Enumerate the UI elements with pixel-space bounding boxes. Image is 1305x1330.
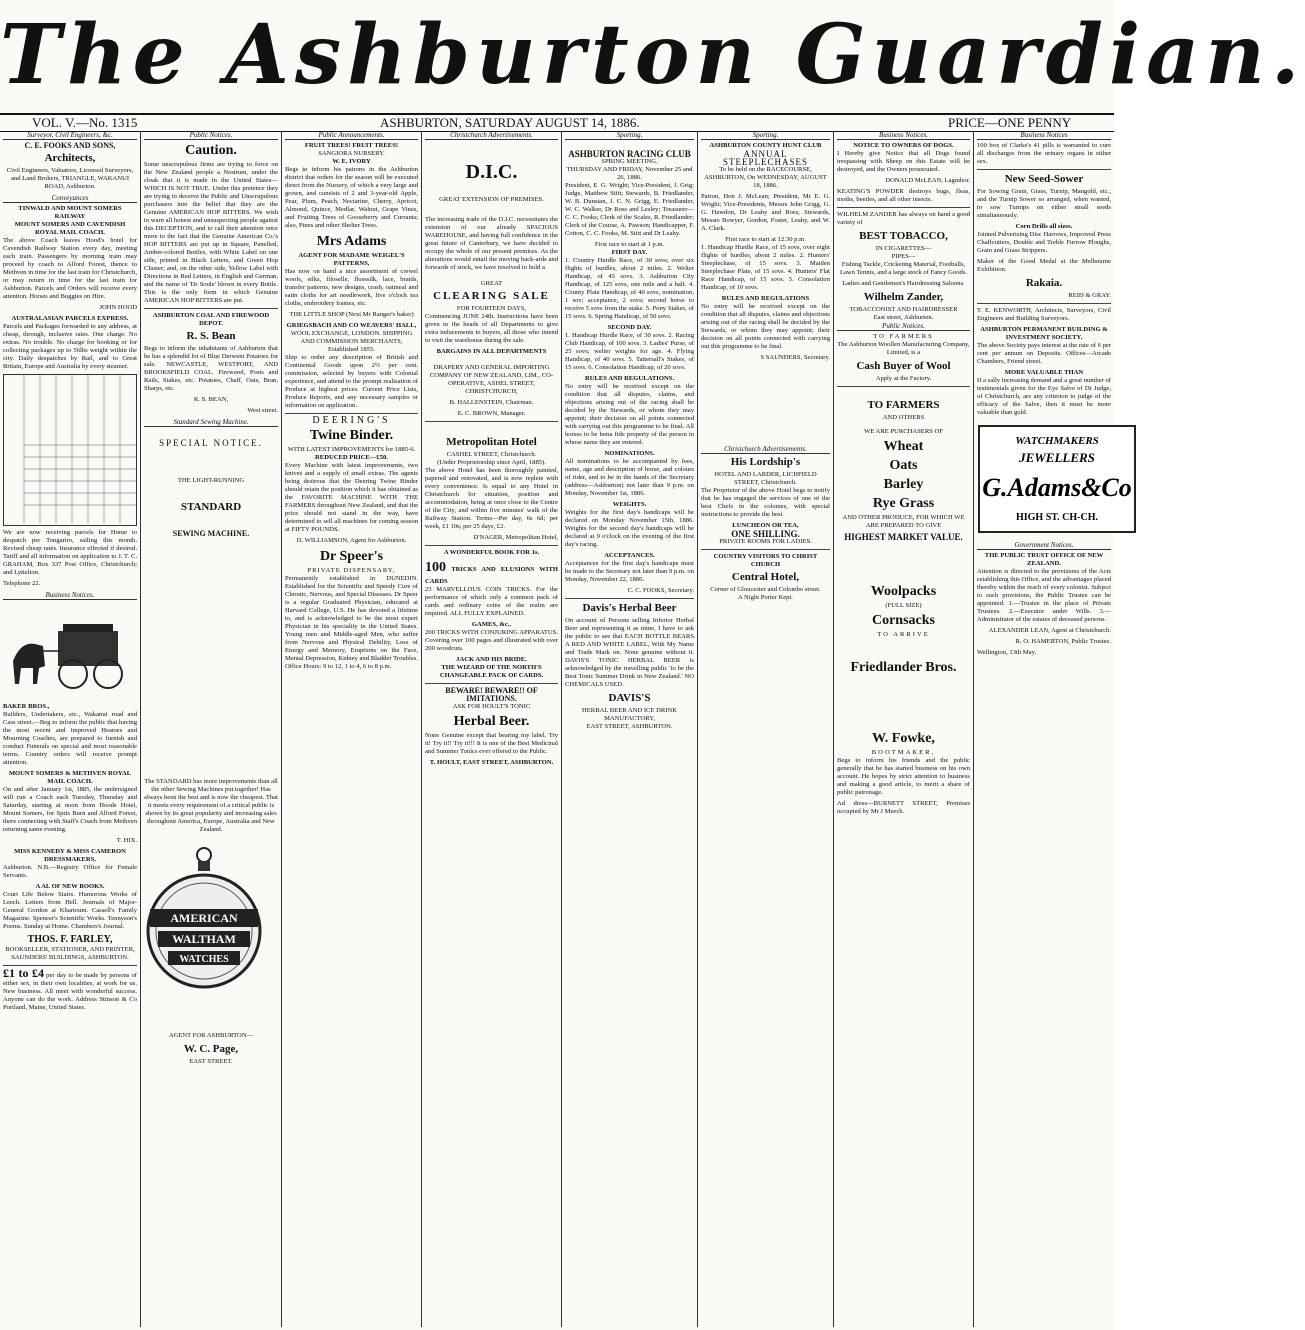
ad-subheading: Established 1855. xyxy=(328,346,375,353)
divider xyxy=(144,308,278,309)
ad-heading: W. Fowke, xyxy=(872,731,935,746)
watch-brand-text: WALTHAM xyxy=(172,932,236,946)
ad-subheading: AGENT FOR ASHBURTON— xyxy=(168,1032,254,1039)
price: PRICE—ONE PENNY xyxy=(948,115,1072,130)
ad-heading: R. S. Bean xyxy=(186,330,236,342)
column-5 xyxy=(562,131,697,1327)
ad-subheading: SPRING MEETING. xyxy=(601,158,658,165)
section-header: Public Notices. xyxy=(144,131,278,140)
ad-subheading: WE ARE PURCHASERS OF xyxy=(864,428,943,435)
ad-heading: Caution. xyxy=(185,143,237,158)
ad-body: The above Society pays interest at the rate of 6 per cent per annum on Deposits. Offices—Arcade Chambers, Friend street. xyxy=(977,342,1111,365)
ad-signature: D. WILLIAMSON, Agent for Ashburton. xyxy=(296,537,407,544)
ad-address: West street. xyxy=(247,407,278,414)
ad-body: I Hereby give Notice that all Dogs found trespassing with Sheep on this Estate will be destroyed, and the Owners prosecuted. xyxy=(837,150,970,173)
ad-subheading: GREAT EXTENSION OF PREMISES. xyxy=(439,196,544,203)
ad-subheading: HERBAL BEER AND ICE DRINK MANUFACTORY, xyxy=(582,707,677,722)
ad-body: Attention is directed to the provisions of the Acts establishing this Office, and the advantages placed thereby within the reach of every colonist. Subject to such provisions, the Public Trustee can be appointed. 1.—Trustee in the place of Private Trustees. 2.—Executor under Wills. 3.—Administrator of the estates of deceased persons. xyxy=(977,568,1111,623)
ad-signature: T. HIX. xyxy=(116,837,137,844)
section-header: Business Notices xyxy=(977,131,1111,140)
divider xyxy=(425,545,558,546)
ad-subheading: TRICKS AND ELUSIONS WITH CARDS xyxy=(425,566,558,585)
ad-heading: Friedlander Bros. xyxy=(850,660,957,675)
ad-body: Parcels and Packages forwarded to any address, at cheap, through, inclusive rates. One charge. No extras. No trouble. No charge for booking or for collecting packages up to 56lbs weight within the city. Daily despatches by Rail, and to Great Britain, Europe and Australia by every steamer. xyxy=(3,323,137,370)
section-header: Christchurch Advertisements. xyxy=(701,445,830,454)
ad-heading: His Lordship's xyxy=(730,456,801,468)
ad-heading: Dr Speer's xyxy=(319,549,384,564)
ad-heading: ASHBURTON COUNTY HUNT CLUB xyxy=(709,142,822,149)
section-header: Surveyor, Civil Engineers, &c. xyxy=(3,131,137,140)
ad-body: Ashburton. N.B.—Registry Office for Female Servants. xyxy=(3,864,137,879)
ad-body: 1. Handicap Hurdle Race, of 30 sovs. 2. Racing Club Handicap, of 100 sovs. 3. Ladies' Purse, of 25 sovs; welter weights for age. 4. Flying Handicap, of 40 sovs. 5. Tattersall's Stakes, of 15 sovs. 6. Consolation Handicap, of 20 sovs. xyxy=(565,332,694,371)
ad-signature: R. O. HAMERTON, Public Trustee. xyxy=(1015,638,1111,645)
ad-subheading: (FULL SIZE) xyxy=(885,602,922,609)
ad-heading: Herbal Beer. xyxy=(453,714,530,729)
ad-body: Commencing JUNE 24th. Instructions have been given to the heads of all Departments to give extra inducements to buyers, all those who intend to visit the warehouse during the sale. xyxy=(425,313,558,344)
rate-table-image xyxy=(3,374,137,526)
ad-heading: FRUIT TREES! FRUIT TREES! xyxy=(304,142,399,149)
ad-heading: Barley xyxy=(883,477,924,492)
ad-subheading: First race to start at 1 p.m. xyxy=(594,241,665,248)
ad-subheading: AGENT FOR MADAME WEIGEL'S PATTERNS, xyxy=(298,252,405,267)
ad-body: Begs to inform the inhabitants of Ashburton that he has a splendid lot of Blue Derwent Potatoes for sale. NEWCASTLE, WESTPORT, AND BROOKSFIELD COAL. Firewood, Posts and Rails, Stakes, etc. Potatoes, Chaff, Oats, Bran, Sharps, etc. xyxy=(144,345,278,392)
ad-heading: Rakaia. xyxy=(1025,277,1063,289)
ad-body: Acceptances for the first day's handicaps must be made to the Secretary not later than 9 p.m. on Monday, November 22, 1886. xyxy=(565,560,694,583)
ad-subheading: TO ARRIVE xyxy=(877,631,930,638)
ad-address: EAST STREET. xyxy=(189,1058,233,1065)
ad-subheading: THURSDAY AND FRIDAY, November 25 and 26, 1886. xyxy=(566,166,693,181)
ad-heading: W. C. Page, xyxy=(183,1043,239,1055)
ad-heading: TO FARMERS xyxy=(867,399,940,411)
ad-heading: C. E. FOOKS AND SONS, xyxy=(24,141,116,150)
ad-subheading: PRIVATE ROOMS FOR LADIES. xyxy=(719,538,812,545)
ad-body: Telephone 22. xyxy=(3,580,41,587)
ad-signature: E. C. BROWN, Manager. xyxy=(457,410,526,417)
section-header: Sporting. xyxy=(565,131,694,140)
ad-heading: A WONDERFUL BOOK FOR 1s. xyxy=(443,549,540,556)
ad-body: Has now on hand a nice assortment of crewel wools, silks, filoselle, flosssilk, lace, braids, transfer patterns, new designs, crash, oatmeal and satin cloths for art needlework, five o'clock tea cloths, embroidery frames, etc. xyxy=(285,268,418,307)
ad-address: Ad dress—BURNETT STREET, Premises occupied by Mr J Meech. xyxy=(837,800,970,815)
ad-body: T. E. KENWORTH, Architects, Surveyors, Civil Engineers and Building Surveyors. xyxy=(977,307,1111,322)
ad-body: To be held on the RACECOURSE, ASHBURTON, On WEDNESDAY, AUGUST 18, 1886. xyxy=(704,166,827,189)
section-header: Business Notices. xyxy=(3,591,137,600)
ad-heading: Architects, xyxy=(44,152,96,164)
ad-heading: Twine Binder. xyxy=(309,428,394,443)
ad-subheading: CASHEL STREET, Christchurch. xyxy=(446,451,537,458)
divider xyxy=(425,421,558,422)
ad-signature: D'NAGER, Metropolitan Hotel, xyxy=(473,534,558,541)
ad-heading: BEST TOBACCO, xyxy=(859,230,948,242)
divider xyxy=(977,303,1111,304)
ad-heading: A AL OF NEW BOOKS. xyxy=(35,883,105,890)
ad-body: The above Hotel has been thoroughly painted, papered and renovated, and is now replete with every convenience. Is equal to any Hotel in Christchurch for situation, position and accommodation, being at once close to the Centre of the City, and within five minutes' walk of the Railway Station. Terms—Per day, 6s 6d; per week, £1 10s; per 25 days, £2. xyxy=(425,467,558,530)
ad-body: WILHELM ZANDER has always on hand a good variety of xyxy=(837,211,970,226)
ad-body: Begs to inform his patrons in the Ashburton district that orders for the season will be executed direct from the Nursery, of which a very large and grown, and consists of 2 and 3-year-old Apple, Pear, Plum, Peach, Nectarine, Cherry, Apricot, Almond, Quince, Medlar, Walnut, Grape Vines, and Fruiting Trees of Gooseberry and Currants; also, Pines and other Shelter Trees. xyxy=(285,166,418,229)
ad-heading: D.I.C. xyxy=(465,161,518,183)
ad-subheading: A Night Porter Kept. xyxy=(738,594,793,601)
ad-subheading: GREAT xyxy=(480,280,503,287)
ad-signature: C. C. FOOKS, Secretary. xyxy=(627,587,694,594)
divider xyxy=(977,169,1111,170)
ad-heading: Davis's Herbal Beer xyxy=(582,602,677,614)
ad-subheading: BOOKSELLER, STATIONER, AND PRINTER, xyxy=(5,946,135,953)
ad-signature: B. HALLENSTEIN, Chairman. xyxy=(449,399,534,406)
ad-heading: MORE VALUABLE THAN xyxy=(1004,369,1084,376)
ad-heading: Oats xyxy=(889,458,918,473)
ad-heading: GRIEGSBACH AND CO WEAVERS' HALL, xyxy=(286,322,417,329)
ad-heading: MISS KENNEDY & MISS CAMERON DRESSMAKERS, xyxy=(14,848,126,863)
ad-body: We are now receiving parcels for Home to despatch per Tongariro, sailing this month. Revised cheap rates. Insurance effected if desired. Tariff and all information on application to J. T. C. GRAHAM, Box 337 Post Office, Christchurch; and Lyttelton. xyxy=(3,529,137,576)
logo-text: JEWELLERS xyxy=(1019,450,1095,465)
ad-subheading: BARGAINS IN ALL DEPARTMENTS xyxy=(436,348,547,355)
divider xyxy=(285,413,418,414)
ad-body: The Proprietor of the above Hotel begs to notify that he has engaged the services of one of the best Chefs in the colonies, with special instructions to provide the best xyxy=(701,487,830,518)
ad-signature: S SAUNDERS, Secretary. xyxy=(760,354,830,361)
ad-heading: THE PUBLIC TRUST OFFICE OF NEW ZEALAND. xyxy=(984,552,1104,567)
ad-subheading: AND OTHERS xyxy=(882,414,925,421)
ad-body: Begs to inform his friends and the public generally that he has started business on his own account. He hopes by strict attention to business and making a good article, to merit a share of public patronage. xyxy=(837,757,970,796)
ad-heading: Wheat xyxy=(883,439,924,454)
ad-heading: CLEARING SALE xyxy=(433,290,550,302)
ad-subheading: First race to start at 12.30 p.m. xyxy=(725,236,806,243)
ad-heading: W. E. IVORY xyxy=(332,158,371,165)
ad-subheading: Corn Drills all sizes. xyxy=(1015,223,1073,230)
rate-table-graphic xyxy=(4,375,136,523)
hearse-carriage-illustration xyxy=(3,606,143,696)
divider xyxy=(565,598,694,599)
spacer xyxy=(144,538,278,778)
ad-heading: BAKER BROS., xyxy=(3,703,50,710)
ad-heading: TINWALD AND MOUNT SOMERS RAILWAY xyxy=(18,205,122,220)
section-header: Sporting. xyxy=(701,131,830,140)
watch-brand-text: WATCHES xyxy=(179,954,229,965)
masthead xyxy=(0,0,1305,112)
ad-body: per day to be made by persons of either sex, in their own localities, at work for us. New business. All meet with wonderful success. Anyone can do the work. Address Stinson & Co Portland, Maine, United States. xyxy=(3,972,137,1011)
section-header: Government Notices. xyxy=(977,541,1111,550)
ad-heading: ONE SHILLING. xyxy=(731,529,800,539)
section-header: Christchurch Advertisements. xyxy=(425,131,558,140)
logo-text: WATCHMAKERS xyxy=(1015,435,1099,447)
ad-body: For Sowing Grain, Grass, Turnip, Mangold, etc., and the Turnip Sower so arranged, when wanted, to sow Turnips on either small seeds simultaneously. xyxy=(977,188,1111,219)
ad-signature: T. HOULT, EAST STREET, ASHBURTON. xyxy=(429,759,554,766)
ad-body: The above Coach leaves Hood's hotel for Cavendish Railway Station every day, meeting each train. Passengers by morning train may proceed by coach to Alford Forest, thence to Methven in time for the last train for Christchurch, or may return in time for the last train for Ashburton. Parcels and Orders will receive every attention. Horses and Buggies on Hire. xyxy=(3,237,137,300)
ad-subheading: GAMES, &c., xyxy=(471,621,512,628)
ad-subheading: RULES AND REGULATIONS xyxy=(721,295,810,302)
column-4 xyxy=(422,131,561,1327)
ad-body: Fishing Tackle, Cricketing Material, Footballs, Lawn Tennis, and a large stock of Fancy Goods. xyxy=(839,261,968,276)
spacer xyxy=(837,541,970,581)
dateline-bar xyxy=(0,113,1114,132)
ad-subheading: WITH LATEST IMPROVEMENTS for 1885-6. xyxy=(287,446,416,453)
ad-body: Court Life Below Stairs. Humorous Works of Leech. Letters from Hell. Journals of Major-General Gordon at Khartoum. Cassell's Family Magazine. Spencer's Scientific Works. Tennyson's Poems. Sunday at Home. Chambers's Journal. xyxy=(3,891,137,930)
section-header: Standard Sewing Machine. xyxy=(144,418,278,427)
ad-heading: Cash Buyer of Wool xyxy=(856,360,951,372)
ad-body: On account of Persons selling Inferior Herbal Beer and representing it as mine, I have to ask the public to see that EACH BOTTLE BEARS A RED AND WHITE LABEL, With My Name and Trade Mark on. None genuine without it. DAVIS'S TONIC HERBAL BEER is acknowledged by the travelling public 'to be the Best Tonic Summer Drink in New Zealand.' NO CHEMICALS USED. xyxy=(565,617,694,688)
ad-body: On and after January 1st, 1885, the undersigned will run a Coach each Tuesday, Thursday and Saturday, starting at noon from Hoods Hotel, Mount Somers, for Spris Burn and Alford Forest, there connecting with Staff's Coach from Methven returning same evening. xyxy=(3,786,137,833)
ad-body: Every Machine with latest improvements, two knives and a supply of small extras. The agents being desirous that the Deering Twine Binder should retain the position which it has obtained as the FAVORITE MACHINE WITH THE FARMERS throughout New Zealand, and that the price should not stand in the way, have determined to sell all machines for coming season at FIFTY POUNDS. xyxy=(285,462,418,533)
spacer xyxy=(144,1002,278,1032)
ad-heading: HIGHEST MARKET VALUE. xyxy=(844,532,963,542)
ad-heading: Central Hotel, xyxy=(731,571,800,583)
ad-body: Some unscrupulous firms are trying to force on the New Zealand people a Nostrum, under the cloak that it is made in the United States—WHICH IS NOT TRUE. Under this pretence they are trying to deceive the Public and Unscrupulous purchasers into the belief that they are the Genuine AMERICAN HOP BITTERS. We wish to warn all honest and unsuspecting people against this DECEPTION, and to call their attention once more to the fact that the Genuine American Co.'s HOP BITTERS are put up in Square, Panelled, Amber-colored Bottles, with White Label on one side, printed in Black Letters, and Green Hop Cluster; and, on the other side, Yellow Label with Directions in Red Letters, in English and German, and the name of 'Dr Soule' blown in every Bottle. This is the only form in which Genuine AMERICAN HOP BITTERS are put. xyxy=(144,161,278,304)
spacer xyxy=(837,678,970,728)
ad-subheading: RULES AND REGULATIONS. xyxy=(584,375,675,382)
ad-subheading: (Under Proprietorship since April, 1885). xyxy=(437,459,546,466)
ad-heading: THOS. F. FARLEY, xyxy=(27,934,113,945)
divider xyxy=(837,207,970,208)
ad-body: AND OTHER PRODUCE, FOR WHICH WE ARE PREPARED TO GIVE xyxy=(842,514,965,529)
promo-amount: £1 to £4 xyxy=(3,966,44,980)
column-1 xyxy=(0,131,140,1327)
ad-body: Weights for the first day's handicaps will be declared on Monday November 15th, 1886. Weights for the second day's handicaps will be declared at 9 o'clock on the evening of the first day's racing. xyxy=(565,509,694,548)
ad-subheading: PRIVATE DISPENSARY, xyxy=(307,567,396,574)
section-header: Business Notices. xyxy=(837,131,970,140)
ad-body: Permanently established in DUNEDIN. Established for the Scientific and Speedy Cure of Chronic, Nervous, and Special Diseases. Dr Speer is a regular Graduated Physician, educated at Harvard College, U.S. He has devoted a lifetime to, and is acknowledged to be the most expert Physician in his speciality in the United States. Young men and Middle-aged Men, who suffer from Nervous and Physical Debility, Loss of Energy and Memory, Eruptions on the Face, Mental Depression, Kidney and Bladder Troubles. Office Hours: 9 to 12, 1 to 4, 6 to 8 p.m. xyxy=(285,575,418,670)
ad-body: All nominations to be accompanied by fees, name, age and description of horse, and colours of rider, and to be in the hands of the Secretary (address—Ashburton) not later than 9 p.m. on Monday, November 1st, 1886. xyxy=(565,458,694,497)
ad-heading: Wilhelm Zander, xyxy=(863,291,944,303)
ad-body: Ship to order any description of British and Continental Goods upon 2½ per cent. commission, selected by buyers with Colonial experience, and attend to the prompt realisation of Produce at highest prices. Current Price Lists, Produce Reports, and any necessary samples or information on application. xyxy=(285,354,418,409)
ad-signature: R. S. BEAN, xyxy=(193,396,229,403)
ad-body: Patron, Hon J. McLean; President, Mr E. G. Wright; Vice-Presidents, Messrs John Grigg, G. G. Hawdon, Dr Leahy and Ross; Stewards, Messrs Bowyer, Gordon, Foster, Leahy, and W. A. Clark. xyxy=(701,193,830,232)
ad-heading: MOUNT SOMERS AND CAVENDISH ROYAL MAIL COACH. xyxy=(14,221,126,236)
ad-body: 200 TRICKS WITH CONJURING APPARATUS. Covering over 100 pages and illustrated with over 200 woodcuts. xyxy=(425,629,558,652)
column-8 xyxy=(974,131,1132,1327)
ad-body: None Genuine except that bearing my label. Try it! Try it!! Try it!!! It is one of the Best Medicinal and Summer Tonics ever offered to the Public. xyxy=(425,732,558,755)
divider xyxy=(701,549,830,550)
ad-heading: BEWARE! BEWARE!! OF IMITATIONS. xyxy=(445,686,538,703)
publication-date: ASHBURTON, SATURDAY AUGUST 14, 1886. xyxy=(380,115,640,130)
ad-subheading: WOOL EXCHANGE, LONDON. SHIPPING AND COMMISSION MERCHANTS, xyxy=(290,330,413,345)
ad-body: Ladies and Gentlemen's Hairdressing Saloons. xyxy=(842,280,965,287)
ad-heading: ANNUAL STEEPLECHASES xyxy=(722,149,808,167)
ad-subheading: TOBACCONIST AND HAIRDRESSER xyxy=(849,306,958,313)
ad-heading: TO FARMERS xyxy=(873,333,934,340)
ad-address: East street, Ashburton. xyxy=(873,314,934,321)
section-header: Public Announcements. xyxy=(285,131,418,140)
spacer xyxy=(701,365,830,445)
ad-body: No entry will be received except on the condition that all disputes, claims, and objections arising out of the racing shall be decided by the Stewards, or whom they may appoint; their decision on all points connected with carrying out this programme to be final. All horses to be bona fide property of the person in whose name they are entered. xyxy=(565,383,694,446)
ad-subheading: SANGIORA NURSERY. xyxy=(318,150,385,157)
ad-heading: New Seed-Sower xyxy=(1004,173,1084,185)
ad-heading: Woolpacks xyxy=(870,584,937,599)
ad-heading: DAVIS'S xyxy=(608,692,651,704)
ad-heading: 100 xyxy=(425,560,446,575)
ad-heading: STANDARD xyxy=(180,501,242,513)
ad-subheading: ASK FOR HOULT'S TONIC xyxy=(452,703,531,710)
ad-heading: DEERING'S xyxy=(312,415,391,426)
ad-subheading: THE WIZARD OF THE NORTH'S CHANGEABLE PACK OF CARDS. xyxy=(439,664,544,679)
ad-body: The increasing trade of the D.I.C. necessitates the extension of our already SPACIOUS WAREHOUSE, and having full confidence in the great future of Canterbury, we have decided to occupy the whole of our present premises. As the alterations would entail the moving back-ards and forwards of stock, we have resolved to hold a xyxy=(425,216,558,271)
ad-signature: REID & GRAY. xyxy=(1068,292,1111,299)
ad-subheading: HOTEL AND LARDER, LICHFIELD STREET, Christchurch. xyxy=(714,471,817,486)
ad-body: DRAPERY AND GENERAL IMPORTING COMPANY OF NEW ZEALAND, LIM., CO-OPERATIVE, ASHEL STREET, CHRISTCHURCH, xyxy=(429,364,554,395)
ad-signature: DONALD McLEAN, Lagmhor. xyxy=(885,177,970,184)
ad-body: 1. Handicap Hurdle Race, of 15 sovs, over eight flights of hurdles, about 2 miles. 2. Hunters' Steeplechase, of 15 sovs. 3. Maiden Steeplechase Plate, of 15 sovs. 4. Hunters' Flat Race Handicap, of 15 sovs. 5. Consolation Handicap, of 10 sovs. xyxy=(701,244,830,291)
ad-heading: ASHBURTON RACING CLUB xyxy=(568,149,691,159)
section-header: Public Notices. xyxy=(837,322,970,331)
logo-text: HIGH ST. CH-CH. xyxy=(1015,512,1099,523)
ad-subheading: SEWING MACHINE. xyxy=(172,529,250,538)
ad-heading: Metropolitan Hotel xyxy=(446,436,537,448)
ad-heading: Rye Grass xyxy=(872,496,935,511)
ad-body: If a sally increasing demand and a great number of testimonials given for the Eye Salve of Dr Judge, of Christchurch, are any criterion to judge of the efficacy of the Salve, then it must be more valuable than gold. xyxy=(977,377,1111,416)
column-7 xyxy=(834,131,973,1327)
ad-body: No entry will be received except on the condition that all disputes, claims and objections arising out of the racing shall be decided by the Stewards, or whom they may appoint; their decision on all points connected with carrying out this programme to be final. xyxy=(701,303,830,350)
ad-subheading: BOOTMAKER, xyxy=(871,749,936,756)
ad-subheading: LUNCHEON OR TEA, xyxy=(732,522,799,529)
ad-body: Builders, Undertakers, etc., Wakanui road and Cass street.—Beg to inform the public that having the most recent and improved Hearses and Mourning Coaches, are prepared to furnish and conduct Funerals on special and most reasonable terms. Country orders will receive prompt attention. xyxy=(3,711,137,766)
ad-heading: ASHBURTON PERMANENT BUILDING & INVESTMENT SOCIETY. xyxy=(980,326,1108,341)
ad-body: Civil Engineers, Valuators, Licensed Surveyors, and Land Brokers, TRIANGLE, WAKANUI ROAD, Ashburton. xyxy=(6,167,134,190)
ad-subheading: NOMINATIONS. xyxy=(604,450,655,457)
adams-jewellers-ornate-logo xyxy=(977,424,1137,534)
ad-subheading: THE LIGHT-RUNNING xyxy=(177,477,245,484)
ad-body: 1. Country Hurdle Race, of 30 sovs; over six flights of hurdles, about 2 miles. 2. Welter Handicap, of 45 sovs. 3. Ashburton City Handicap, of 125 sovs, one mile and a half. 4. County Plate Handicap, of 40 sovs, nomination, 1 sov; acceptance, 2 sovs; second horse to receive 5 sovs from the stake. 5. Pony Stakes, of 15 sovs. 6. Spring Handicap, of 50 sovs. xyxy=(565,257,694,320)
ad-heading: MOUNT SOMERS & METHVEN ROYAL MAIL COACH. xyxy=(8,770,132,785)
ad-body: The Ashburton Woollen Manufacturing Company, Limited, is a xyxy=(837,341,970,356)
ad-address: EAST STREET, ASHBURTON. xyxy=(586,723,673,730)
logo-text: G.Adams&Co xyxy=(982,473,1132,502)
volume-number: VOL. V.—No. 1315 xyxy=(32,115,138,130)
ad-subheading: SECOND DAY. xyxy=(607,324,652,331)
ad-body: President, E. G. Wright; Vice-President, J. Grig; Judge, Matthew Stitt; Stewards, B. Friedlander, W. B. Dunstan, J. C. N. Grigg, E. Friedlander, W. C. Walker, Dr Ross and Lesley; Treasurer—C. C. Fooks; Clerk of the Scales, R. Friedlander; Clerk of the Course, A. Pawson; Handicapper, F. Cotton, C. C. Fooks, M. Stitt and Dr Leahy. xyxy=(565,182,694,237)
ad-subheading: IN CIGARETTES— xyxy=(875,245,932,252)
ad-address: THE LITTLE SHOP (Next Mr Ranger's baker) xyxy=(289,311,414,318)
section-header: Conveyances xyxy=(3,194,137,203)
watch-brand-text: AMERICAN xyxy=(170,911,238,925)
ad-subheading: JACK AND HIS BRIDE. xyxy=(456,656,527,663)
ad-subheading: FOR FOURTEEN DAYS, xyxy=(456,305,527,312)
ad-subheading: FIRST DAY. xyxy=(611,249,648,256)
ad-body: 100 box of Clarke's 41 pills is warranted to cure all discharges from the urinary organs in either sex. xyxy=(977,142,1111,165)
ad-subheading: PIPES— xyxy=(891,253,916,260)
column-3 xyxy=(282,131,421,1327)
ad-address: Corner of Gloucester and Colombo street. xyxy=(710,586,821,593)
newspaper-title: The Ashburton Guardian. xyxy=(0,7,1305,103)
ad-subheading: ACCEPTANCES. xyxy=(604,552,655,559)
ad-body: 23 MARVELLOUS COIN TRICKS. For the performance of which only a common pack of cards and ordinary coins of the realm are required. ALL FULLY EXPLAINED. xyxy=(425,586,558,617)
ad-heading: Cornsacks xyxy=(871,613,935,628)
ad-subheading: WEIGHTS. xyxy=(612,501,647,508)
ad-body: Apply at the Factory. xyxy=(875,375,932,382)
ad-heading: NOTICE TO OWNERS OF DOGS. xyxy=(853,142,954,149)
ad-body: Maker of the Good Medal at the Melbourne Exhibition. xyxy=(977,258,1111,273)
ad-signature: ALEXANDER LEAN, Agent at Christchurch. xyxy=(988,627,1111,634)
waltham-watch-illustration xyxy=(144,843,264,993)
divider xyxy=(425,683,558,684)
ad-address: Wellington, 13th May. xyxy=(977,649,1037,656)
ad-body: Jointed Pulverising Disc Harrows, Improved Press Chaffcutters, Double and Treble Furrow Ploughs, Grain and Grass Strippers. xyxy=(977,231,1111,254)
ad-heading: ASHBURTON COAL AND FIREWOOD DEPOT. xyxy=(152,312,270,327)
ad-body: KEATING'S POWDER destroys bugs, fleas, moths, beetles, and all other insects. xyxy=(837,188,970,203)
ad-heading: COUNTRY VISITORS TO CHRIST CHURCH xyxy=(713,553,818,568)
column-2 xyxy=(141,131,281,1327)
column-6 xyxy=(698,131,833,1327)
ad-signature: JOHN HOOD xyxy=(99,304,137,311)
ad-subheading: REDUCED PRICE—£50. xyxy=(315,454,388,461)
ad-heading: Mrs Adams xyxy=(316,234,387,249)
divider xyxy=(837,386,970,387)
ad-heading: SPECIAL NOTICE. xyxy=(159,438,263,448)
ad-heading: AUSTRALASIAN PARCELS EXPRESS. xyxy=(11,315,129,322)
ad-subheading: SAUNDERS' BUILDINGS, ASHBURTON. xyxy=(11,954,129,961)
ad-body: The STANDARD has more improvements than all the other Sewing Machines put together! Has always been the best and is now the cheapest. That it meets every requirement of a critical public is shown by its great popularity and increasing sales throughout America, Europe, Australia and New Zealand. xyxy=(144,778,278,833)
